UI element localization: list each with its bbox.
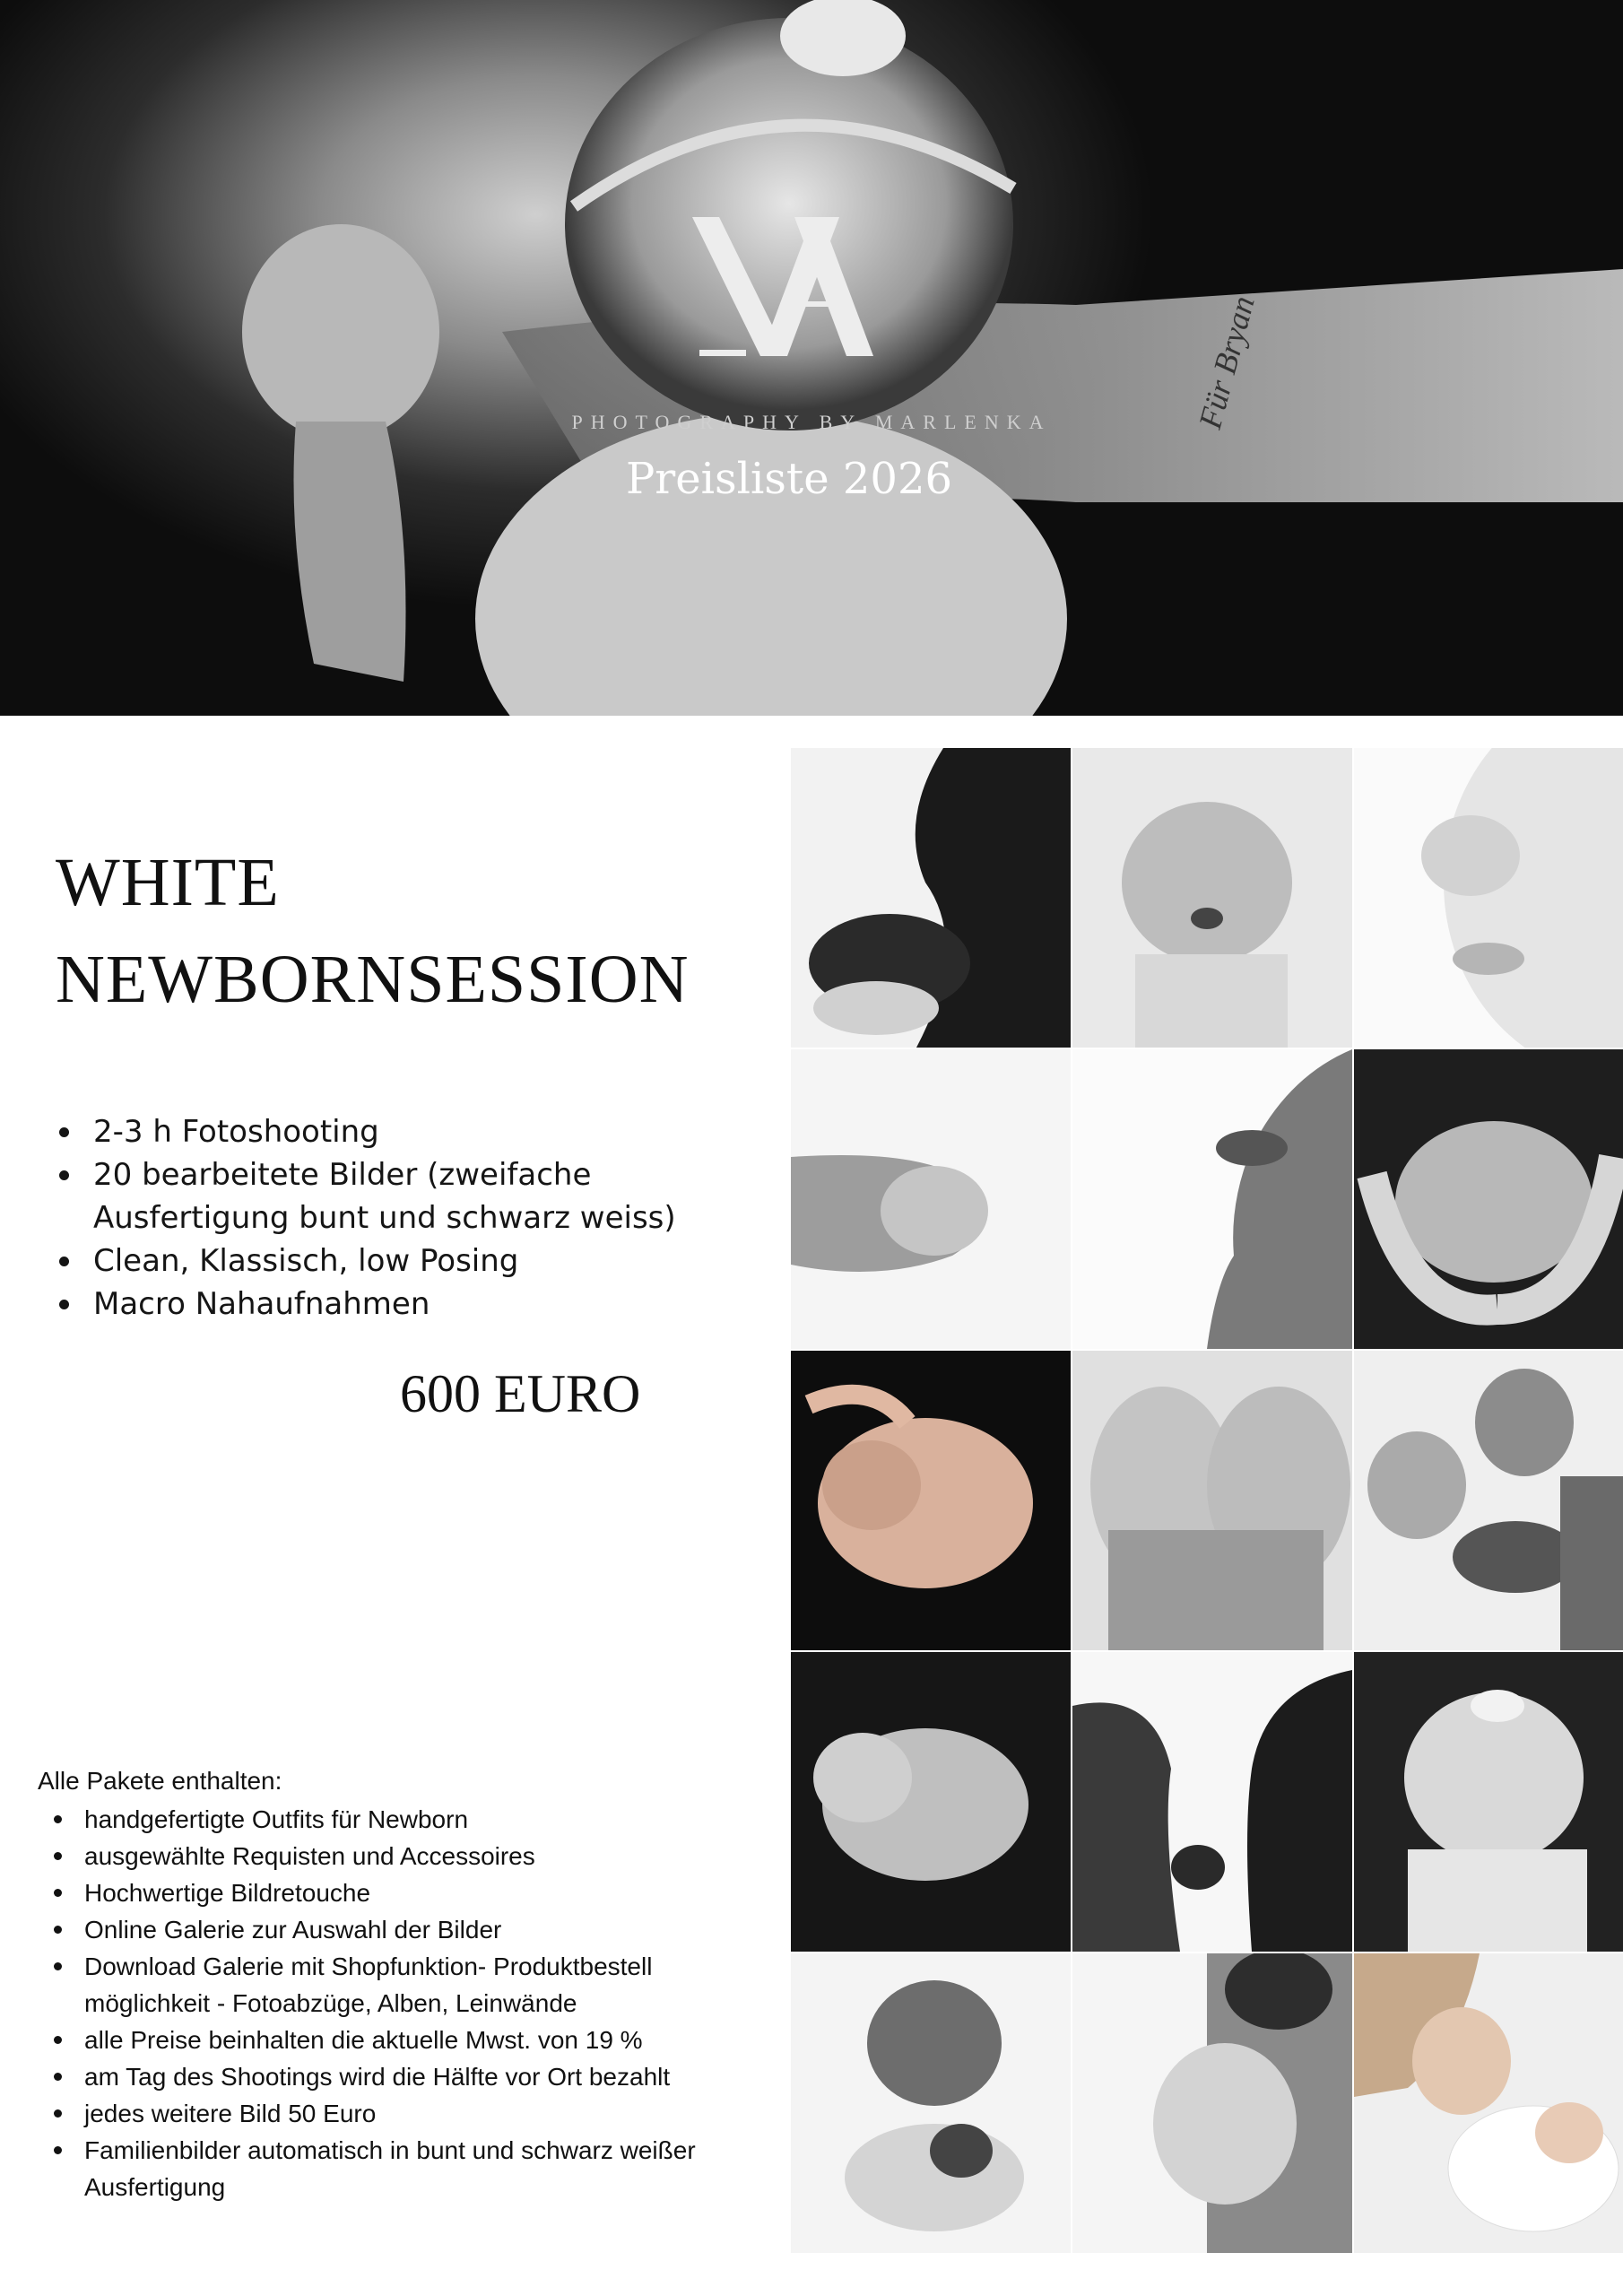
photo-newborn-macro-face — [1354, 748, 1623, 1048]
wrist-tattoo-text: Für Bryan — [1192, 291, 1262, 433]
photo-newborn-yawning — [1072, 748, 1352, 1048]
photo-newborn-with-bow — [1354, 1652, 1623, 1952]
ma-logo-mark — [681, 208, 879, 365]
includes-list — [38, 1801, 773, 2205]
feature-list — [54, 1110, 735, 1326]
photo-father-kiss — [791, 1953, 1071, 2253]
photo-newborn-color — [791, 1351, 1071, 1650]
session-title-line2: NEWBORNSESSION — [56, 942, 690, 1017]
brand-name: PHOTOGRAPHY BY MARLENKA — [571, 411, 1052, 433]
photo-newborn-in-hands — [1354, 1049, 1623, 1349]
feature-item: Macro Nahaufnahmen — [54, 1283, 735, 1326]
photo-grid — [791, 748, 1623, 2264]
photo-father-silhouette — [791, 748, 1071, 1048]
includes-heading: Alle Pakete enthalten: — [38, 1767, 282, 1795]
session-title — [56, 834, 773, 1028]
includes-item: ausgewählte Requisten und Accessoires — [38, 1838, 773, 1874]
photo-father-holding-baby — [1072, 1953, 1352, 2253]
includes-item: handgefertigte Outfits für Newborn — [38, 1801, 773, 1838]
feature-item: 2-3 h Fotoshooting — [54, 1110, 735, 1153]
photo-parents-silhouette — [1072, 1652, 1352, 1952]
session-title-line1: WHITE — [56, 845, 280, 920]
feature-item: 20 bearbeitete Bilder (zweifache Ausfertigung bunt und schwarz weiss) — [54, 1153, 735, 1239]
pricelist-title: Preisliste 2026 — [625, 454, 953, 504]
feature-item: Clean, Klassisch, low Posing — [54, 1239, 735, 1283]
includes-item: Download Galerie mit Shopfunktion- Produktbestell möglichkeit - Fotoabzüge, Alben, Leinwände — [38, 1948, 773, 2022]
photo-mother-with-baby — [1354, 1953, 1623, 2253]
photo-newborn-cradled — [791, 1652, 1071, 1952]
includes-item: Familienbilder automatisch in bunt und schwarz weißer Ausfertigung — [38, 2132, 773, 2205]
session-price: 600 EURO — [400, 1364, 641, 1423]
includes-item: Online Galerie zur Auswahl der Bilder — [38, 1911, 773, 1948]
hero-banner — [0, 0, 1623, 716]
includes-item: jedes weitere Bild 50 Euro — [38, 2095, 773, 2132]
photo-newborn-profile — [1072, 1049, 1352, 1349]
photo-parents-kissing — [1354, 1351, 1623, 1650]
photo-baby-feet-macro — [1072, 1351, 1352, 1650]
includes-item: am Tag des Shootings wird die Hälfte vor Ort bezahlt — [38, 2058, 773, 2095]
photo-hands-macro — [791, 1049, 1071, 1349]
includes-item: alle Preise beinhalten die aktuelle Mwst. von 19 % — [38, 2022, 773, 2058]
includes-item: Hochwertige Bildretouche — [38, 1874, 773, 1911]
